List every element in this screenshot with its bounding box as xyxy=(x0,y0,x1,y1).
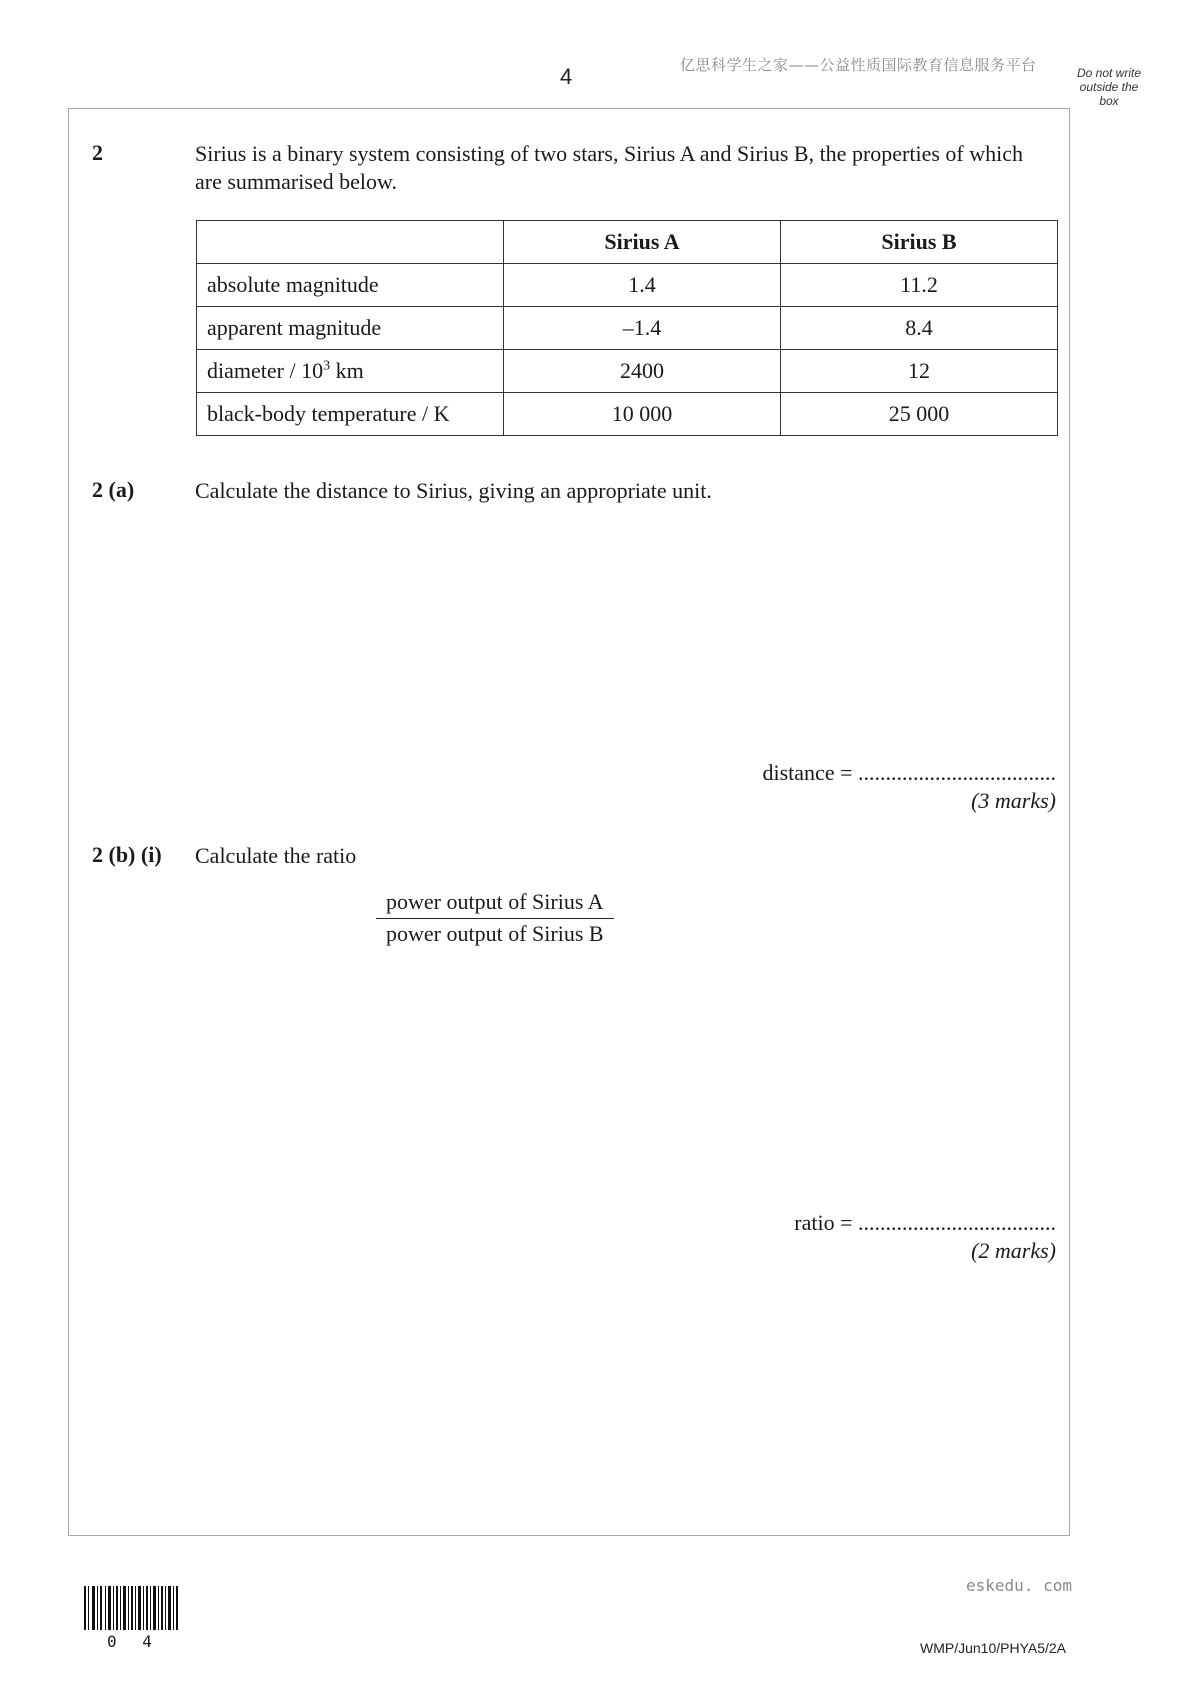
distance-answer-line[interactable]: distance = .................................... xyxy=(762,760,1056,785)
footer-code: WMP/Jun10/PHYA5/2A xyxy=(920,1640,1067,1656)
table-cell: 8.4 xyxy=(781,307,1058,350)
fraction-numerator: power output of Sirius A xyxy=(376,888,614,919)
label-superscript: 3 xyxy=(323,358,331,374)
table-cell: 2400 xyxy=(504,350,781,393)
part-a-number: 2 (a) xyxy=(92,477,135,502)
fraction-denominator: power output of Sirius B xyxy=(386,921,604,946)
part-a-question: Calculate the distance to Sirius, giving an appropriate unit. xyxy=(195,478,712,503)
table-row xyxy=(197,350,1058,393)
header-watermark: 亿思科学生之家——公益性质国际教育信息服务平台 xyxy=(680,56,1037,74)
part-b-i-marks: (2 marks) xyxy=(971,1238,1056,1263)
page-number: 4 xyxy=(560,64,573,89)
table-row xyxy=(197,307,1058,350)
table-header-cell xyxy=(197,221,504,264)
margin-note-line: box xyxy=(1099,94,1119,108)
table-row-label: absolute magnitude xyxy=(197,264,504,307)
table-row xyxy=(197,393,1058,436)
table-row-label: black-body temperature / K xyxy=(197,393,504,436)
ratio-fraction xyxy=(376,888,614,947)
margin-note-line: outside the xyxy=(1079,80,1139,94)
barcode-label: 0 4 xyxy=(107,1632,160,1651)
footer-watermark: eskedu. com xyxy=(966,1576,1072,1595)
ratio-answer-line[interactable]: ratio = .................................... xyxy=(794,1210,1056,1235)
table-cell: 10 000 xyxy=(504,393,781,436)
table-cell: 12 xyxy=(781,350,1058,393)
table-row-label xyxy=(197,350,504,393)
question-number: 2 xyxy=(92,140,103,165)
part-a-marks: (3 marks) xyxy=(971,788,1056,813)
part-b-i-question: Calculate the ratio xyxy=(195,843,357,868)
table-cell: 1.4 xyxy=(504,264,781,307)
barcode-icon xyxy=(84,1586,180,1630)
part-b-i-number: 2 (b) (i) xyxy=(92,842,162,867)
table-cell: 11.2 xyxy=(781,264,1058,307)
table-cell: 25 000 xyxy=(781,393,1058,436)
margin-note-line: Do not write xyxy=(1076,66,1142,80)
label-suffix: km xyxy=(330,358,364,383)
table-row-label: apparent magnitude xyxy=(197,307,504,350)
question-intro: Sirius is a binary system consisting of two stars, Sirius A and Sirius B, the properties of which are summarised below. xyxy=(195,141,1024,194)
properties-table xyxy=(196,220,1058,436)
table-cell: –1.4 xyxy=(504,307,781,350)
table-header-row xyxy=(197,221,1058,264)
label-prefix: diameter / 10 xyxy=(207,358,324,383)
table-header-cell: Sirius B xyxy=(781,221,1058,264)
table-header-cell: Sirius A xyxy=(504,221,781,264)
table-row xyxy=(197,264,1058,307)
margin-note xyxy=(1066,66,1152,108)
